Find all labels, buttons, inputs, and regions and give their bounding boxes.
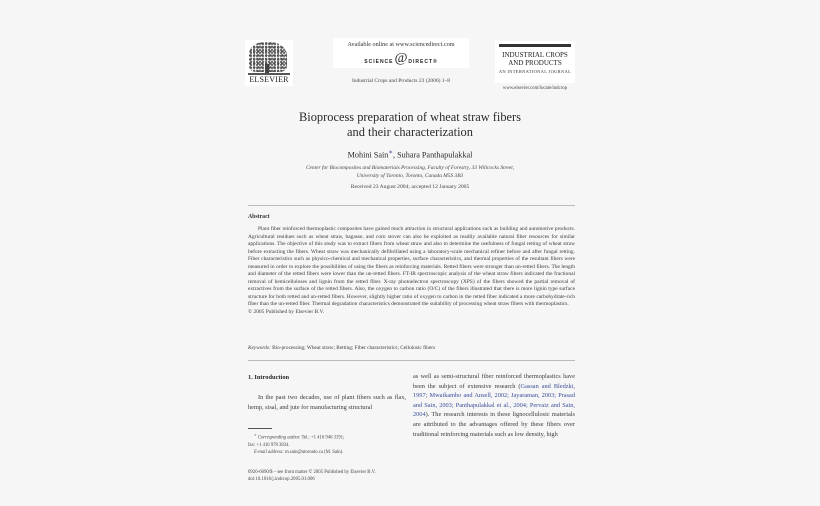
sciencedirect-logo [333, 50, 469, 68]
title-line1: Bioprocess preparation of wheat straw fibers [299, 110, 521, 124]
sciencedirect-block [333, 38, 469, 84]
abstract-body [248, 226, 575, 317]
sciencedirect-right: DIRECT [408, 59, 434, 65]
paper-page [245, 38, 575, 506]
affiliation-line2: University of Toronto, Toronto, Canada M5S 3B3 [356, 173, 464, 179]
left-column [248, 374, 406, 483]
journal-cover-bar [499, 44, 571, 47]
footnote-line1 [248, 432, 406, 442]
article-title [245, 110, 575, 140]
affiliation [245, 164, 575, 180]
abstract-top-rule [248, 205, 575, 206]
journal-cover-box [495, 41, 575, 83]
footnote-email-line [248, 449, 406, 456]
author-list [245, 148, 575, 160]
abstract-paragraph: Plant fiber reinforced thermoplastic composites have gained much attraction in structural applications such as building and automotive products. Agricultural residues such as wheat straw, bagasse, and corn stover can also be exploited as readily available natural fiber resources for similar applications. The objective of this study was to extract fibers from wheat straw and also to determine the usefulness of fungal retting of wheat straw before extracting the fibers. Wheat straw was mechanically defibrillated using a laboratory-scale mechanical refiner before and after fungal retting. Fiber characteristics such as physico-chemical and mechanical properties, surface characteristics, and thermal properties of the resultant fibers were measured in order to explore the possibilities of using the fibers as reinforcing materials. Retted fibers were stronger than un-retted fibers. The length and diameter of the retted fibers were lower than the un-retted fibers. FT-IR spectroscopic analysis of the wheat straw fibers indicated the fractional removal of hemicelluloses and lignin from the retted fiber. X-ray photoelectron spectroscopy (XPS) of the fibers showed the partial removal of extractives from the surface of the retted fibers. Also, the oxygen to carbon ratio (O/C) of the fibers illustrated that there is more lignin type surface structure for both retted and un-retted fibers. However, slightly higher ratio of oxygen to carbon in the retted fiber indicated a more carbohydrate-rich fiber than the un-retted fiber. Thermal degradation characteristics demonstrated the suitability of processing wheat straw fibers with thermoplastics. [248, 226, 575, 308]
corresponding-author-link[interactable]: ∗ [388, 149, 393, 156]
section-heading-introduction: 1. Introduction [248, 374, 290, 381]
title-line2: and their characterization [347, 125, 473, 139]
sciencedirect-left: SCIENCE [364, 59, 394, 65]
right-column-text-end: ). The research interests in these lignocellulosic materials are attributed to the advantages offered by these fibers over traditional reinforcing materials such as low density, high [413, 411, 575, 438]
footnote-rule [248, 428, 272, 429]
author-separator: , [393, 150, 398, 160]
journal-header [245, 38, 575, 100]
keywords-label: Keywords: [248, 345, 271, 351]
abstract-heading: Abstract [248, 214, 270, 220]
abstract-bottom-rule [248, 360, 575, 361]
author-1: Mohini Sain [347, 150, 389, 160]
journal-subtitle: AN INTERNATIONAL JOURNAL [498, 69, 572, 74]
keywords-values: Bio-processing; Wheat straw; Retting; Fiber characteristics; Cellulosic fibers [272, 345, 436, 351]
elsevier-wordmark: ELSEVIER [249, 75, 289, 84]
issn-line: 0926-6690/$ – see front matter © 2005 Published by Elsevier B.V. [248, 469, 376, 475]
received-dates: Received 23 August 2004; accepted 12 January 2005 [350, 184, 470, 190]
right-column [413, 372, 575, 439]
email-label: E-mail address: [254, 449, 284, 455]
citation-links[interactable]: Gassan and Bledzki, 1997; Mwaikambo and Ansell, 2002; Jayaraman, 2003; Prasad and Sain, 2003; Panthapulakkal et al., 2004; Pervaiz and Sain, 2004 [413, 382, 575, 419]
author-2: Suhara Panthapulakkal [397, 150, 473, 160]
corresponding-label: Corresponding author. [257, 435, 301, 441]
journal-name [497, 51, 573, 67]
footnote-mark: ∗ [254, 433, 257, 438]
journal-name-line2: AND PRODUCTS [508, 59, 562, 67]
issn-block [248, 469, 406, 483]
doi-link[interactable]: doi:10.1016/j.indcrop.2005.01.006 [248, 476, 315, 482]
journal-url-link[interactable]: www.elsevier.com/locate/indcrop [502, 86, 568, 91]
journal-name-line1: INDUSTRIAL CROPS [502, 51, 568, 59]
keywords [248, 345, 575, 351]
elsevier-logo [245, 40, 293, 86]
introduction-paragraph: In the past two decades, use of plant fibers such as flax, hemp, sisal, and jute for manufacturing structural [248, 394, 406, 411]
footnote-fax: fax: +1 416 978 3834. [248, 442, 290, 448]
right-column-text-start: as well as semi-structural fiber reinforced thermoplastics have been the subject of extensive research ( [413, 373, 575, 390]
email-value-link[interactable]: m.sain@utoronto.ca (M. Sain). [283, 449, 344, 455]
journal-citation: Industrial Crops and Products 23 (2006) 1–8 [351, 78, 451, 84]
sciencedirect-at-icon: @ [394, 51, 408, 67]
footnote [248, 432, 406, 456]
available-online-text: Available online at www.sciencedirect.com [333, 38, 469, 50]
trademark-mark: ® [433, 59, 438, 65]
footnote-tel: Tel.: +1 416 946 3191; [300, 435, 345, 441]
abstract-copyright: © 2005 Published by Elsevier B.V. [248, 309, 325, 316]
affiliation-line1: Center for Biocomposites and Biomaterials Processing, Faculty of Forestry, 33 Willcocks Street, [305, 165, 515, 171]
